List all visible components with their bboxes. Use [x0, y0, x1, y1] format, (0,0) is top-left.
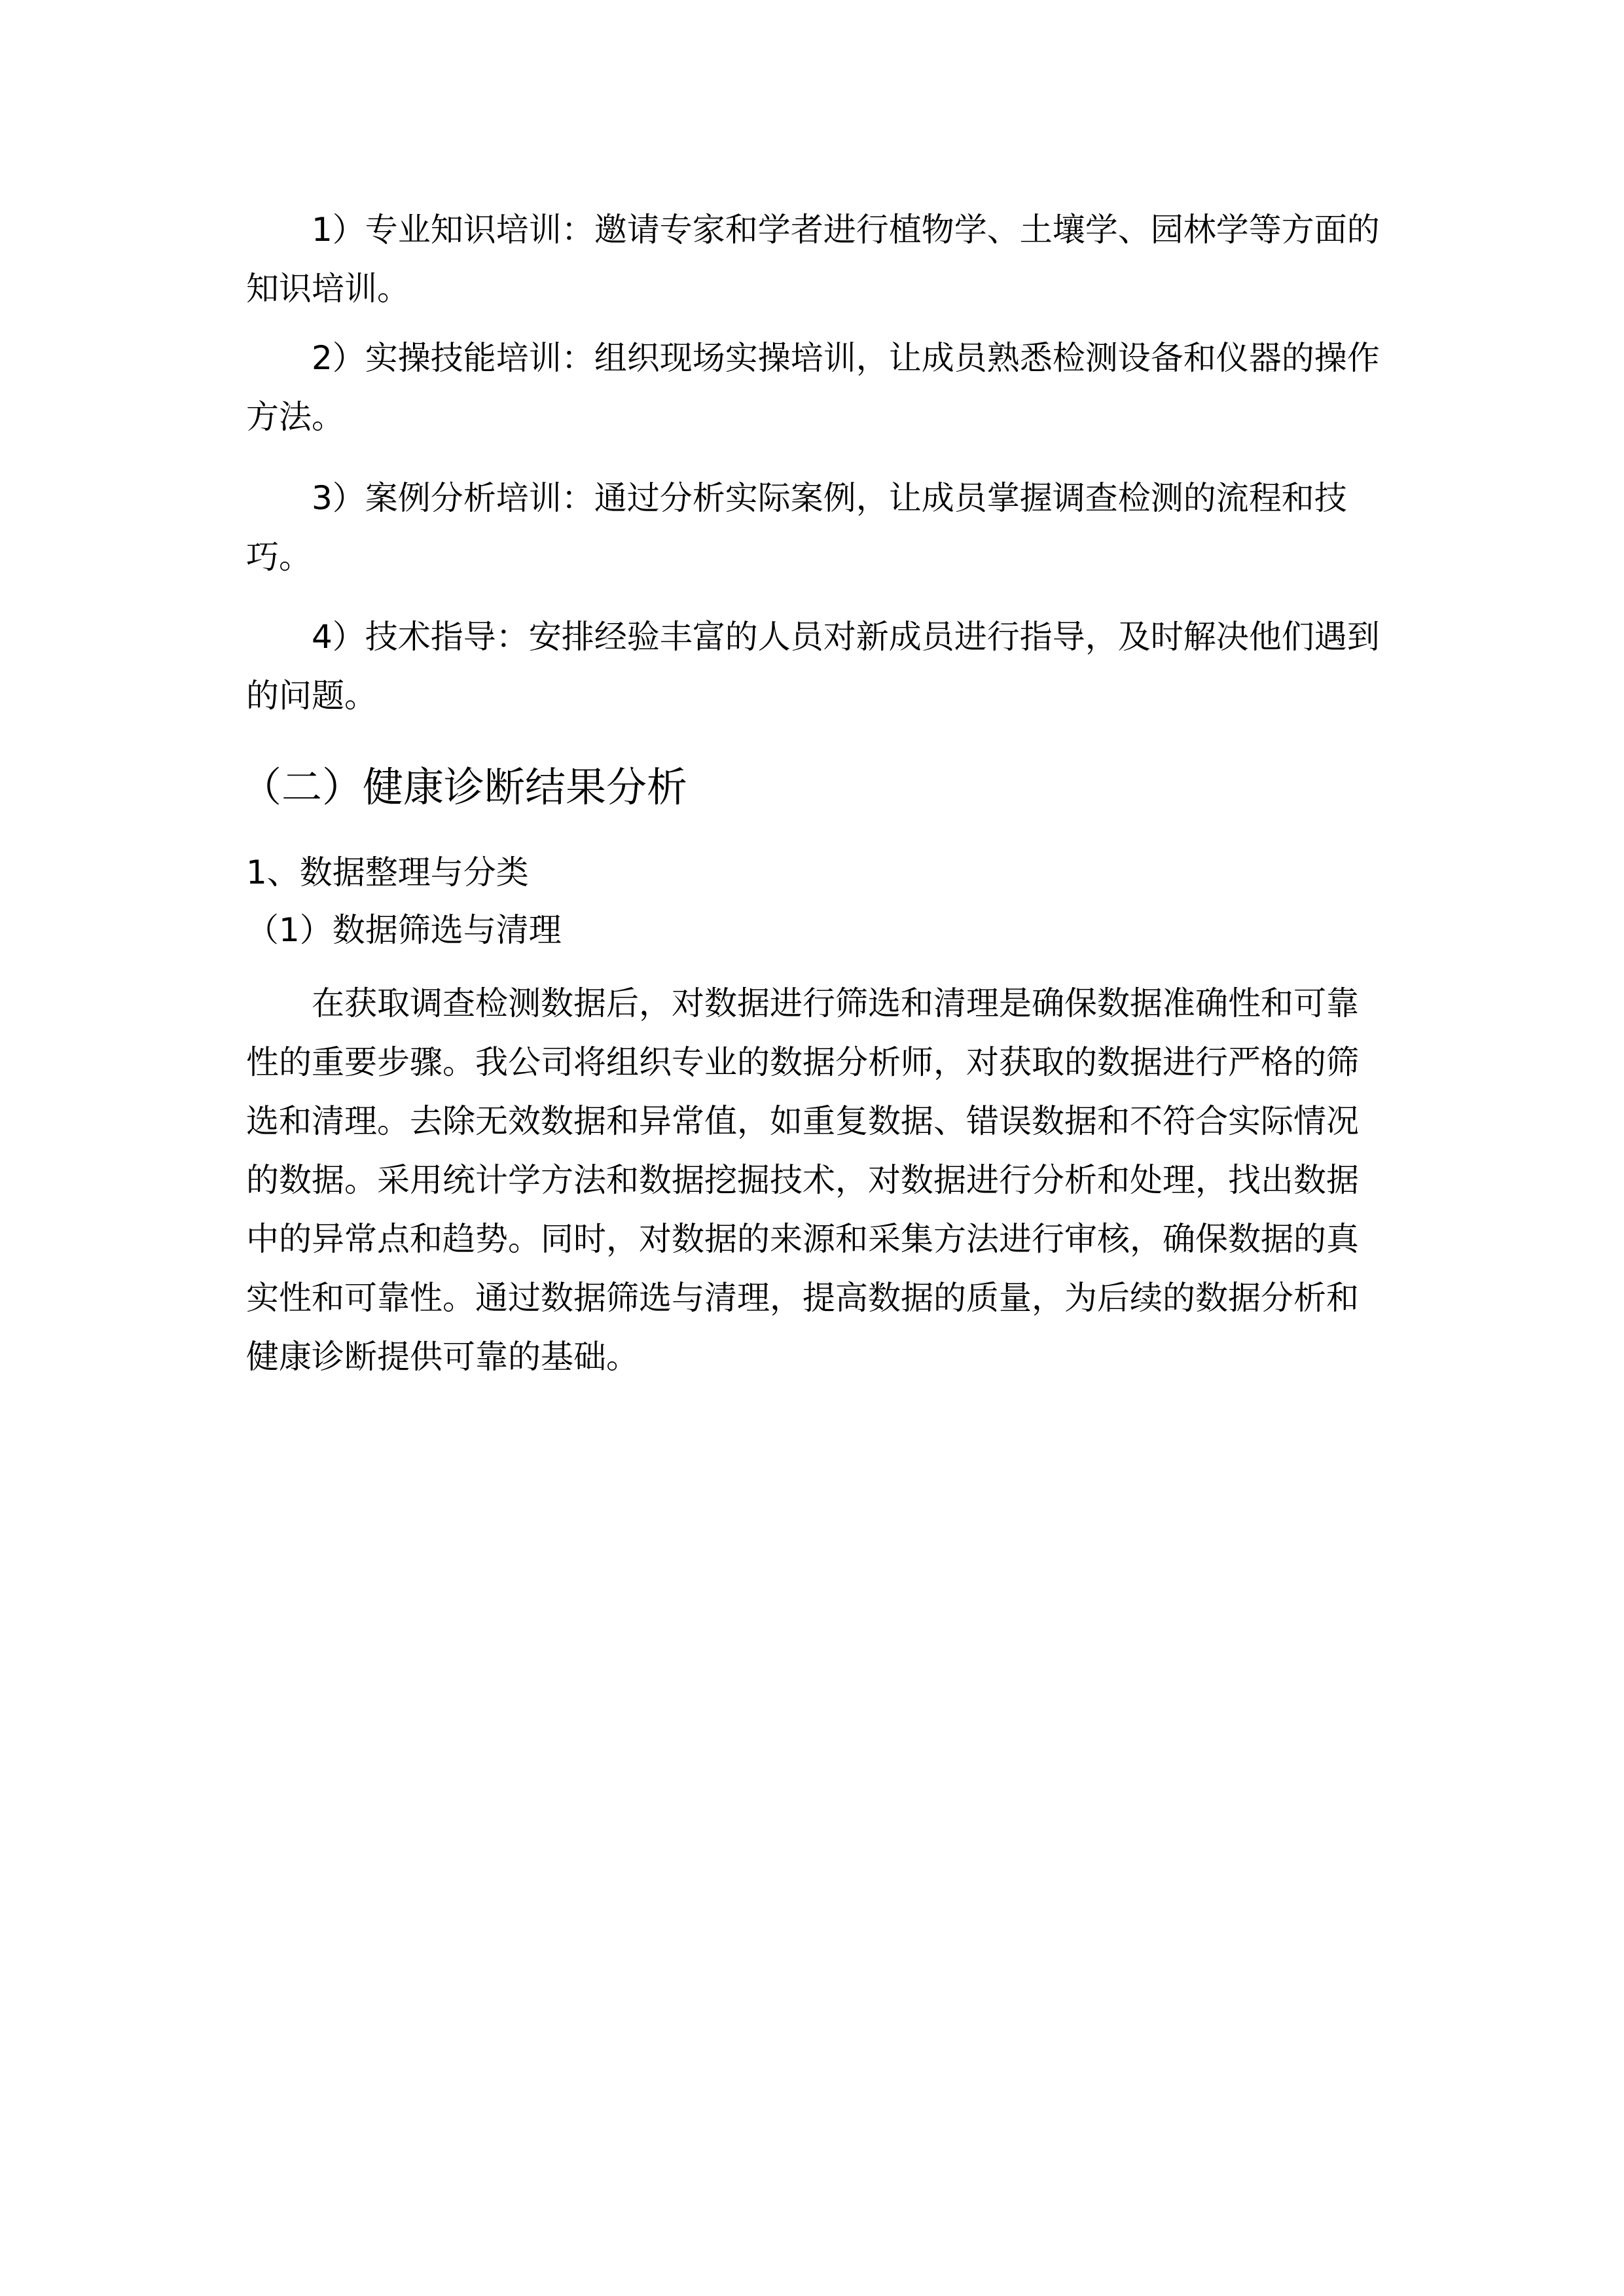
- training-item-3: 3）案例分析培训：通过分析实际案例，让成员掌握调查检测的流程和技 巧。: [246, 479, 1347, 576]
- training-item-1: 1）专业知识培训：邀请专家和学者进行植物学、土壤学、园林学等方面的 知识培训。: [246, 211, 1380, 308]
- sub-subsection-heading: （1）数据筛选与清理: [246, 911, 562, 949]
- training-item-2: 2）实操技能培训：组织现场实操培训，让成员熟悉检测设备和仪器的操作 方法。: [246, 339, 1380, 436]
- section-body-paragraph: 在获取调查检测数据后，对数据进行筛选和清理是确保数据准确性和可靠 性的重要步骤。我公司将组织专业的数据分析师，对获取的数据进行严格的筛 选和清理。去除无效数据和异常值，如重复数据、错误数据和不符合实际情况 的数据。采用统计学方法和数据挖掘技术，对数据进行分析和处理，找出数据 中的异常点和趋势。同时，对数据的来源和采集方法进行审核，确保数据的真 实性和可靠性。通过数据筛选与清理，提高数据的质量，为后续的数据分析和 健康诊断提供可靠的基础。: [246, 984, 1359, 1376]
- section-heading: （二）健康诊断结果分析: [241, 763, 688, 811]
- training-item-4: 4）技术指导：安排经验丰富的人员对新成员进行指导，及时解决他们遇到 的问题。: [246, 618, 1380, 715]
- subsection-heading: 1、数据整理与分类: [246, 853, 529, 891]
